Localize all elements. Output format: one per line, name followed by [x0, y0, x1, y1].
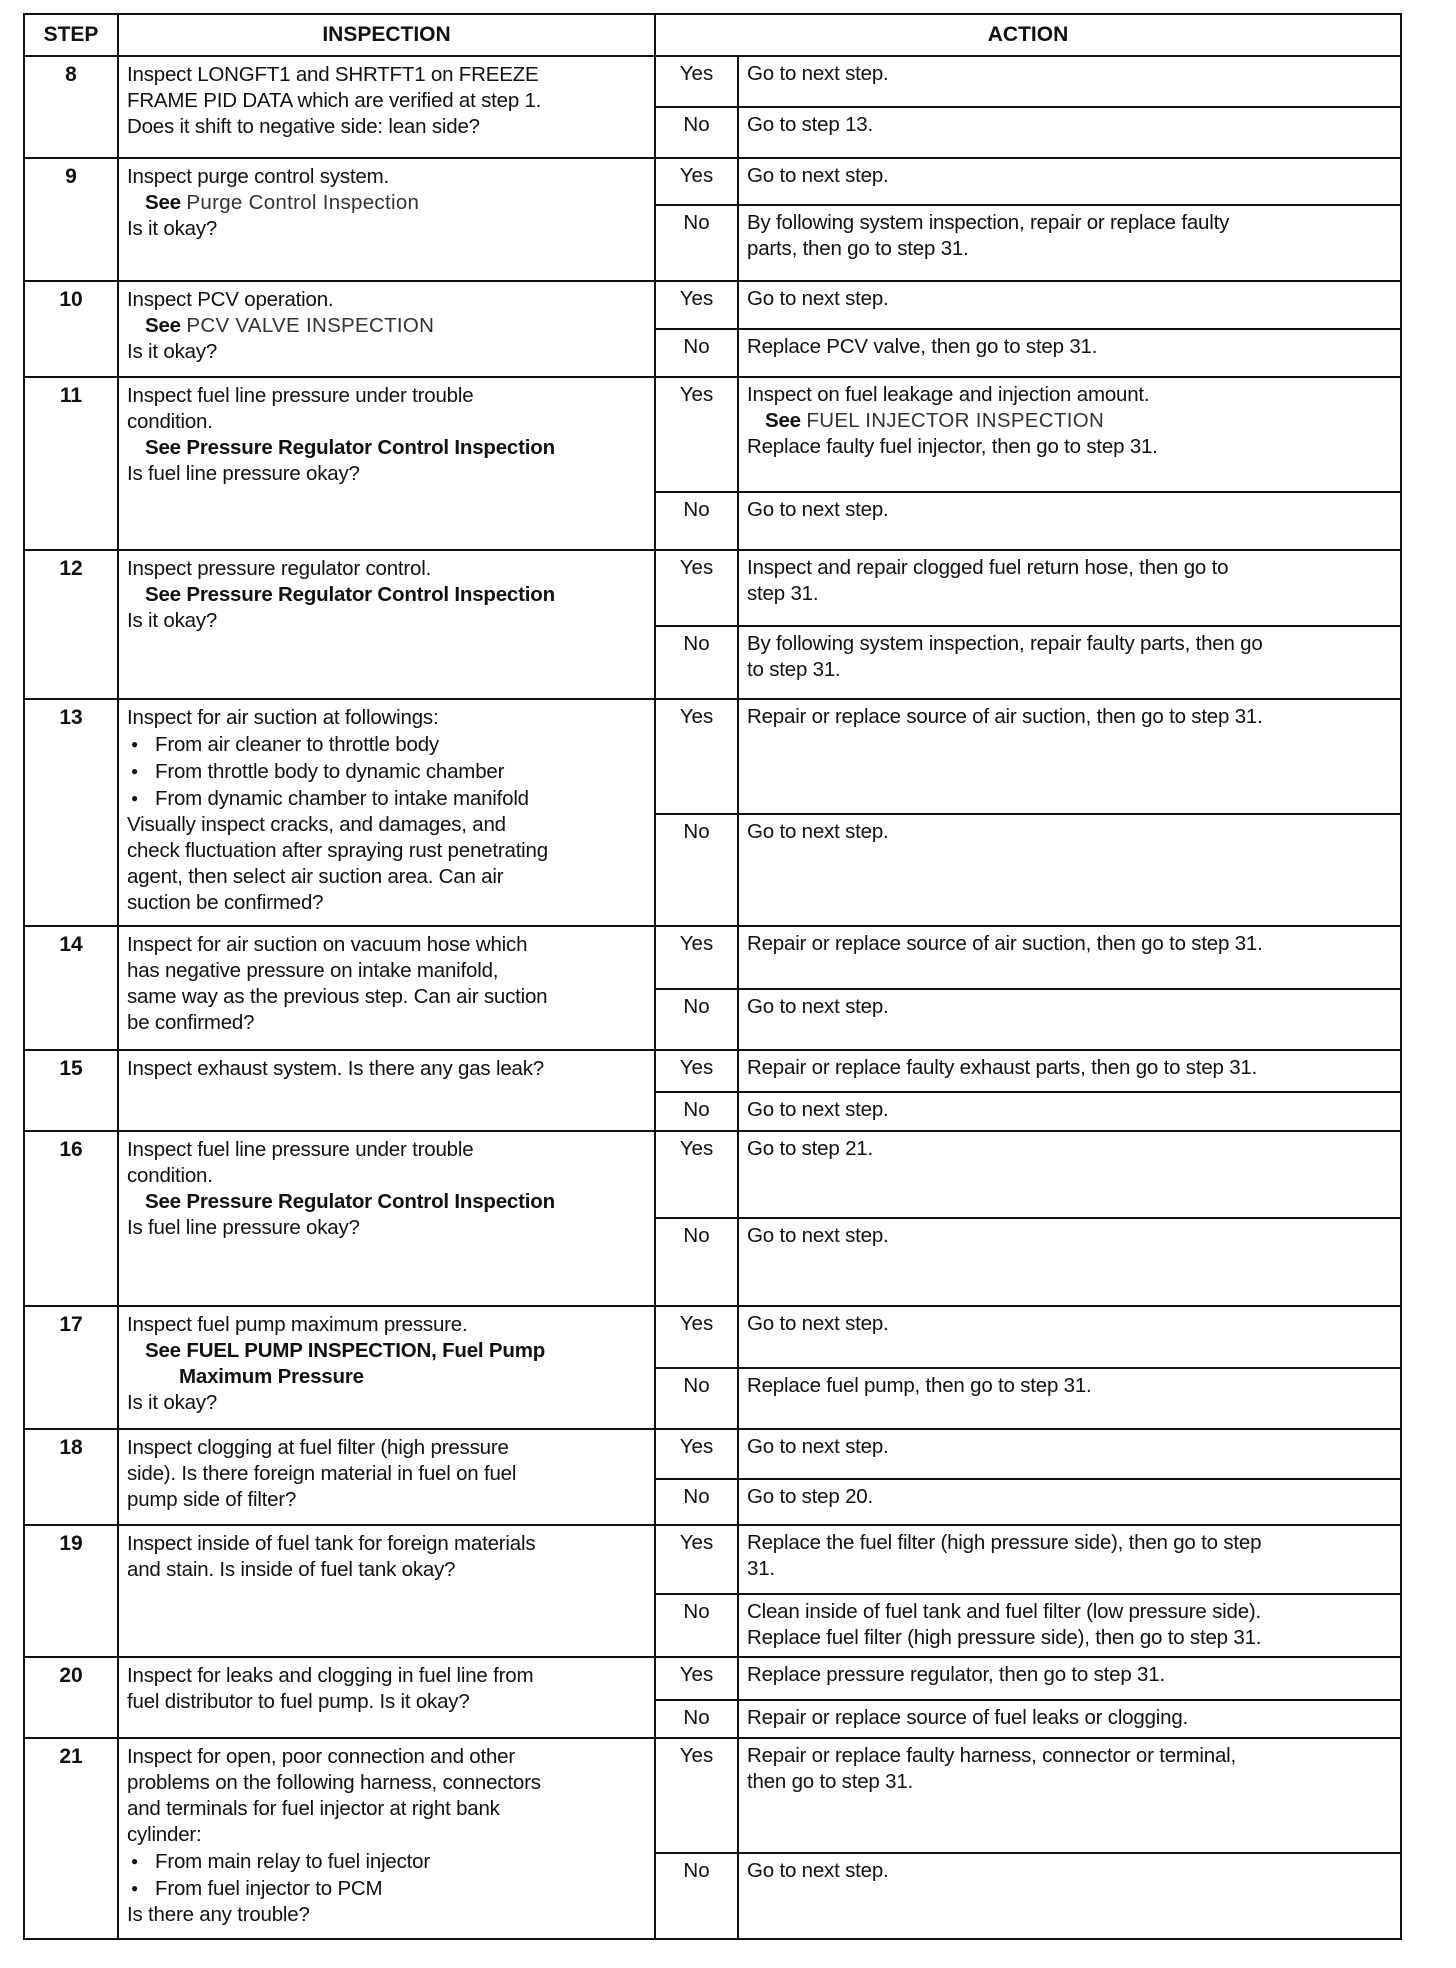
answer-yes	[656, 551, 1400, 625]
answer-no	[656, 988, 1400, 1049]
text-line: 31.	[747, 1557, 775, 1580]
action-text	[739, 551, 1236, 625]
text-line: Go to next step.	[747, 287, 889, 310]
answer-cell	[656, 700, 1400, 925]
action-text	[739, 57, 897, 106]
action-text	[739, 1739, 1244, 1852]
step-row	[25, 1428, 1400, 1524]
see-reference	[127, 1338, 648, 1364]
answer-label: Yes	[656, 159, 739, 204]
see-label: See	[145, 1190, 181, 1213]
text-line: Inspect and repair clogged fuel return hose, then go to	[747, 556, 1229, 579]
text-line: Replace faulty fuel injector, then go to step 31.	[747, 435, 1158, 458]
answer-label: No	[656, 1854, 739, 1938]
text-line: Inspect clogging at fuel filter (high pressure	[127, 1436, 509, 1459]
action-text	[739, 1219, 897, 1305]
inspection-cell	[119, 1307, 656, 1428]
answer-label: No	[656, 1701, 739, 1737]
text-line: problems on the following harness, connectors	[127, 1771, 541, 1794]
answer-yes	[656, 282, 1400, 328]
see-label: See	[765, 409, 801, 432]
text-line: condition.	[127, 1164, 213, 1187]
step-row	[25, 55, 1400, 157]
answer-label: No	[656, 330, 739, 376]
action-text	[739, 990, 897, 1049]
action-text	[739, 1526, 1269, 1593]
answer-label: Yes	[656, 1132, 739, 1217]
answer-no	[656, 1593, 1400, 1656]
text-line: Is it okay?	[127, 217, 218, 240]
step-number: 14	[25, 927, 119, 1049]
bullet-icon: ●	[131, 1881, 139, 1895]
action-text	[739, 378, 1166, 491]
answer-label: No	[656, 1480, 739, 1524]
text-line: side). Is there foreign material in fuel on fuel	[127, 1462, 517, 1485]
inspection-cell	[119, 1526, 656, 1656]
answer-label: No	[656, 108, 739, 157]
diagnostic-table	[23, 13, 1402, 1940]
action-text	[739, 1854, 897, 1938]
text-line: Go to next step.	[747, 1224, 889, 1247]
text-line: Inspect purge control system.	[127, 165, 389, 188]
step-row	[25, 698, 1400, 925]
step-row	[25, 925, 1400, 1049]
step-row	[25, 1524, 1400, 1656]
answer-cell	[656, 1132, 1400, 1305]
text-line: Repair or replace faulty exhaust parts, then go to step 31.	[747, 1056, 1258, 1079]
text-line: Go to next step.	[747, 1859, 889, 1882]
answer-yes	[656, 1307, 1400, 1367]
answer-cell	[656, 1051, 1400, 1130]
text-line: By following system inspection, repair faulty parts, then go	[747, 632, 1263, 655]
text-line: suction be confirmed?	[127, 891, 324, 914]
text-line: By following system inspection, repair or replace faulty	[747, 211, 1230, 234]
text-line: Inspect exhaust system. Is there any gas leak?	[127, 1057, 544, 1080]
answer-label: Yes	[656, 1430, 739, 1478]
text-line: Is it okay?	[127, 340, 218, 363]
bullet-icon: ●	[131, 764, 139, 778]
text-line: Repair or replace source of air suction, then go to step 31.	[747, 705, 1263, 728]
answer-yes	[656, 1430, 1400, 1478]
reference-link[interactable]: FUEL INJECTOR INSPECTION	[806, 409, 1105, 432]
answer-no	[656, 491, 1400, 549]
answer-no	[656, 204, 1400, 280]
action-text	[739, 700, 1271, 813]
bullet-item	[127, 731, 648, 758]
step-row	[25, 1656, 1400, 1737]
header-action: ACTION	[987, 23, 1069, 46]
answer-cell	[656, 1526, 1400, 1656]
table-header	[25, 15, 1400, 55]
text-line: Does it shift to negative side: lean side?	[127, 115, 480, 138]
answer-no	[656, 1478, 1400, 1524]
answer-yes	[656, 378, 1400, 491]
answer-yes	[656, 1051, 1400, 1091]
inspection-cell	[119, 378, 656, 549]
see-label: See	[145, 191, 181, 214]
step-row	[25, 280, 1400, 376]
inspection-cell	[119, 1739, 656, 1938]
inspection-cell	[119, 551, 656, 698]
text-line: to step 31.	[747, 658, 841, 681]
text-line: Go to next step.	[747, 820, 889, 843]
answer-label: No	[656, 1595, 739, 1656]
reference-link[interactable]: Purge Control Inspection	[186, 191, 420, 214]
text-line: Clean inside of fuel tank and fuel filter (low pressure side).	[747, 1600, 1262, 1623]
text-line: Replace PCV valve, then go to step 31.	[747, 335, 1098, 358]
bullet-item	[127, 785, 648, 812]
answer-label: No	[656, 206, 739, 280]
bullet-item	[127, 1875, 648, 1902]
step-row	[25, 157, 1400, 280]
text-line: be confirmed?	[127, 1011, 255, 1034]
action-text	[739, 1369, 1100, 1428]
step-number: 11	[25, 378, 119, 549]
text-line: Inspect pressure regulator control.	[127, 557, 432, 580]
step-number: 15	[25, 1051, 119, 1130]
action-text	[739, 108, 881, 157]
text-line: Inspect LONGFT1 and SHRTFT1 on FREEZE	[127, 63, 539, 86]
step-number: 20	[25, 1658, 119, 1737]
answer-label: Yes	[656, 378, 739, 491]
see-label: See	[145, 436, 181, 459]
see-reference	[127, 435, 648, 461]
answer-cell	[656, 1658, 1400, 1737]
text-line: Is it okay?	[127, 609, 218, 632]
text-line: Repair or replace source of air suction, then go to step 31.	[747, 932, 1263, 955]
action-text	[739, 330, 1105, 376]
answer-label: No	[656, 627, 739, 698]
answer-no	[656, 1367, 1400, 1428]
text-line: Replace fuel filter (high pressure side), then go to step 31.	[747, 1626, 1262, 1649]
step-row	[25, 1305, 1400, 1428]
reference-link[interactable]: PCV VALVE INSPECTION	[186, 314, 435, 337]
text-line: cylinder:	[127, 1823, 202, 1846]
inspection-cell	[119, 1051, 656, 1130]
text-line: Go to step 21.	[747, 1137, 873, 1160]
step-row	[25, 549, 1400, 698]
text-line: Go to next step.	[747, 1435, 889, 1458]
action-text	[739, 493, 897, 549]
answer-yes	[656, 1739, 1400, 1852]
text-line: Inspect on fuel leakage and injection amount.	[747, 383, 1150, 406]
action-text	[739, 282, 897, 328]
bullet-text: From fuel injector to PCM	[155, 1877, 383, 1900]
action-text	[739, 627, 1271, 698]
see-reference	[127, 190, 648, 216]
step-number: 13	[25, 700, 119, 925]
text-line: same way as the previous step. Can air suction	[127, 985, 548, 1008]
inspection-cell	[119, 927, 656, 1049]
text-line: Repair or replace faulty harness, connector or terminal,	[747, 1744, 1237, 1767]
step-number: 19	[25, 1526, 119, 1656]
step-row	[25, 1130, 1400, 1305]
text-line: parts, then go to step 31.	[747, 237, 969, 260]
step-number: 9	[25, 159, 119, 280]
step-row	[25, 376, 1400, 549]
text-line: Inspect fuel pump maximum pressure.	[127, 1313, 468, 1336]
action-text	[739, 1051, 1265, 1091]
bullet-text: From air cleaner to throttle body	[155, 733, 439, 756]
action-text	[739, 1307, 897, 1367]
answer-yes	[656, 700, 1400, 813]
answer-label: No	[656, 990, 739, 1049]
text-line: Inspect for leaks and clogging in fuel line from	[127, 1664, 534, 1687]
text-line: Repair or replace source of fuel leaks or clogging.	[747, 1706, 1189, 1729]
text-line: Go to next step.	[747, 62, 889, 85]
text-line: fuel distributor to fuel pump. Is it okay?	[127, 1690, 470, 1713]
reference-link[interactable]: Pressure Regulator Control Inspection	[186, 1190, 555, 1213]
answer-yes	[656, 57, 1400, 106]
inspection-cell	[119, 282, 656, 376]
bullet-icon: ●	[131, 1854, 139, 1868]
action-text	[739, 1480, 881, 1524]
answer-yes	[656, 927, 1400, 988]
step-number: 21	[25, 1739, 119, 1938]
answer-label: No	[656, 815, 739, 925]
text-line: Inspect for air suction on vacuum hose which	[127, 933, 528, 956]
text-line: pump side of filter?	[127, 1488, 297, 1511]
action-text	[739, 1595, 1269, 1656]
bullet-item	[127, 758, 648, 785]
text-line: Replace the fuel filter (high pressure side), then go to step	[747, 1531, 1262, 1554]
text-line: step 31.	[747, 582, 819, 605]
answer-no	[656, 1852, 1400, 1938]
answer-no	[656, 106, 1400, 157]
action-text	[739, 1701, 1196, 1737]
answer-yes	[656, 1132, 1400, 1217]
answer-no	[656, 1091, 1400, 1130]
answer-label: Yes	[656, 551, 739, 625]
bullet-text: From main relay to fuel injector	[155, 1850, 431, 1873]
see-reference	[127, 582, 648, 608]
answer-label: Yes	[656, 700, 739, 813]
action-text	[739, 1093, 897, 1130]
answer-cell	[656, 378, 1400, 549]
reference-link[interactable]: Pressure Regulator Control Inspection	[186, 436, 555, 459]
inspection-cell	[119, 1658, 656, 1737]
see-reference	[127, 1189, 648, 1215]
answer-label: No	[656, 1369, 739, 1428]
text-line: Is fuel line pressure okay?	[127, 1216, 360, 1239]
step-number: 18	[25, 1430, 119, 1524]
text-line: Replace pressure regulator, then go to step 31.	[747, 1663, 1165, 1686]
inspection-cell	[119, 700, 656, 925]
bullet-item	[127, 1848, 648, 1875]
answer-cell	[656, 1739, 1400, 1938]
answer-cell	[656, 1430, 1400, 1524]
text-line: Inspect inside of fuel tank for foreign materials	[127, 1532, 536, 1555]
answer-no	[656, 1217, 1400, 1305]
answer-label: No	[656, 1219, 739, 1305]
answer-label: Yes	[656, 57, 739, 106]
text-line: Go to next step.	[747, 1098, 889, 1121]
bullet-text: From throttle body to dynamic chamber	[155, 760, 505, 783]
step-number: 17	[25, 1307, 119, 1428]
step-row	[25, 1737, 1400, 1938]
bullet-icon: ●	[131, 737, 139, 751]
inspection-cell	[119, 57, 656, 157]
answer-label: No	[656, 1093, 739, 1130]
text-line: and terminals for fuel injector at right bank	[127, 1797, 500, 1820]
text-line: Visually inspect cracks, and damages, and	[127, 813, 506, 836]
step-number: 10	[25, 282, 119, 376]
answer-cell	[656, 927, 1400, 1049]
see-reference	[747, 408, 1158, 434]
text-line: Go to next step.	[747, 1312, 889, 1335]
text-line: Inspect for open, poor connection and other	[127, 1745, 516, 1768]
inspection-cell	[119, 159, 656, 280]
answer-no	[656, 1699, 1400, 1737]
see-label: See	[145, 1339, 181, 1362]
answer-cell	[656, 282, 1400, 376]
answer-yes	[656, 1658, 1400, 1699]
answer-no	[656, 813, 1400, 925]
text-line: Is it okay?	[127, 1391, 218, 1414]
see-label: See	[145, 314, 181, 337]
text-line: Go to step 13.	[747, 113, 873, 136]
answer-cell	[656, 57, 1400, 157]
answer-cell	[656, 159, 1400, 280]
answer-label: Yes	[656, 1658, 739, 1699]
see-label: See	[145, 583, 181, 606]
step-number: 8	[25, 57, 119, 157]
text-line: Inspect PCV operation.	[127, 288, 334, 311]
text-line: Go to step 20.	[747, 1485, 873, 1508]
step-row	[25, 1049, 1400, 1130]
action-text	[739, 815, 897, 925]
text-line: check fluctuation after spraying rust penetrating	[127, 839, 548, 862]
answer-label: Yes	[656, 1526, 739, 1593]
answer-no	[656, 625, 1400, 698]
text-line: agent, then select air suction area. Can air	[127, 865, 504, 888]
text-line: Is fuel line pressure okay?	[127, 462, 360, 485]
text-line: Go to next step.	[747, 164, 889, 187]
answer-yes	[656, 1526, 1400, 1593]
inspection-cell	[119, 1430, 656, 1524]
reference-link[interactable]: Pressure Regulator Control Inspection	[186, 583, 555, 606]
step-number: 12	[25, 551, 119, 698]
answer-yes	[656, 159, 1400, 204]
text-line: Go to next step.	[747, 498, 889, 521]
answer-label: Yes	[656, 927, 739, 988]
answer-no	[656, 328, 1400, 376]
answer-label: Yes	[656, 1739, 739, 1852]
bullet-icon: ●	[131, 791, 139, 805]
inspection-cell	[119, 1132, 656, 1305]
text-line: Inspect fuel line pressure under trouble	[127, 384, 474, 407]
answer-label: Yes	[656, 282, 739, 328]
text-line: Replace fuel pump, then go to step 31.	[747, 1374, 1092, 1397]
text-line: Go to next step.	[747, 995, 889, 1018]
action-text	[739, 1430, 897, 1478]
answer-cell	[656, 1307, 1400, 1428]
action-text	[739, 159, 897, 204]
answer-label: No	[656, 493, 739, 549]
answer-label: Yes	[656, 1051, 739, 1091]
action-text	[739, 1132, 881, 1217]
text-line: and stain. Is inside of fuel tank okay?	[127, 1558, 456, 1581]
answer-cell	[656, 551, 1400, 698]
text-line: Inspect fuel line pressure under trouble	[127, 1138, 474, 1161]
answer-label: Yes	[656, 1307, 739, 1367]
text-line: then go to step 31.	[747, 1770, 914, 1793]
text-line: FRAME PID DATA which are verified at step 1.	[127, 89, 542, 112]
text-line: condition.	[127, 410, 213, 433]
step-number: 16	[25, 1132, 119, 1305]
action-text	[739, 1658, 1173, 1699]
reference-continuation: Maximum Pressure	[179, 1365, 364, 1388]
bullet-text: From dynamic chamber to intake manifold	[155, 787, 529, 810]
header-step: STEP	[25, 15, 119, 55]
reference-link[interactable]: FUEL PUMP INSPECTION, Fuel Pump	[186, 1339, 546, 1362]
action-text	[739, 927, 1271, 988]
text-line: has negative pressure on intake manifold,	[127, 959, 499, 982]
text-line: Is there any trouble?	[127, 1903, 310, 1926]
header-inspection: INSPECTION	[119, 15, 656, 55]
text-line: Inspect for air suction at followings:	[127, 706, 439, 729]
see-reference	[127, 313, 648, 339]
action-text	[739, 206, 1237, 280]
